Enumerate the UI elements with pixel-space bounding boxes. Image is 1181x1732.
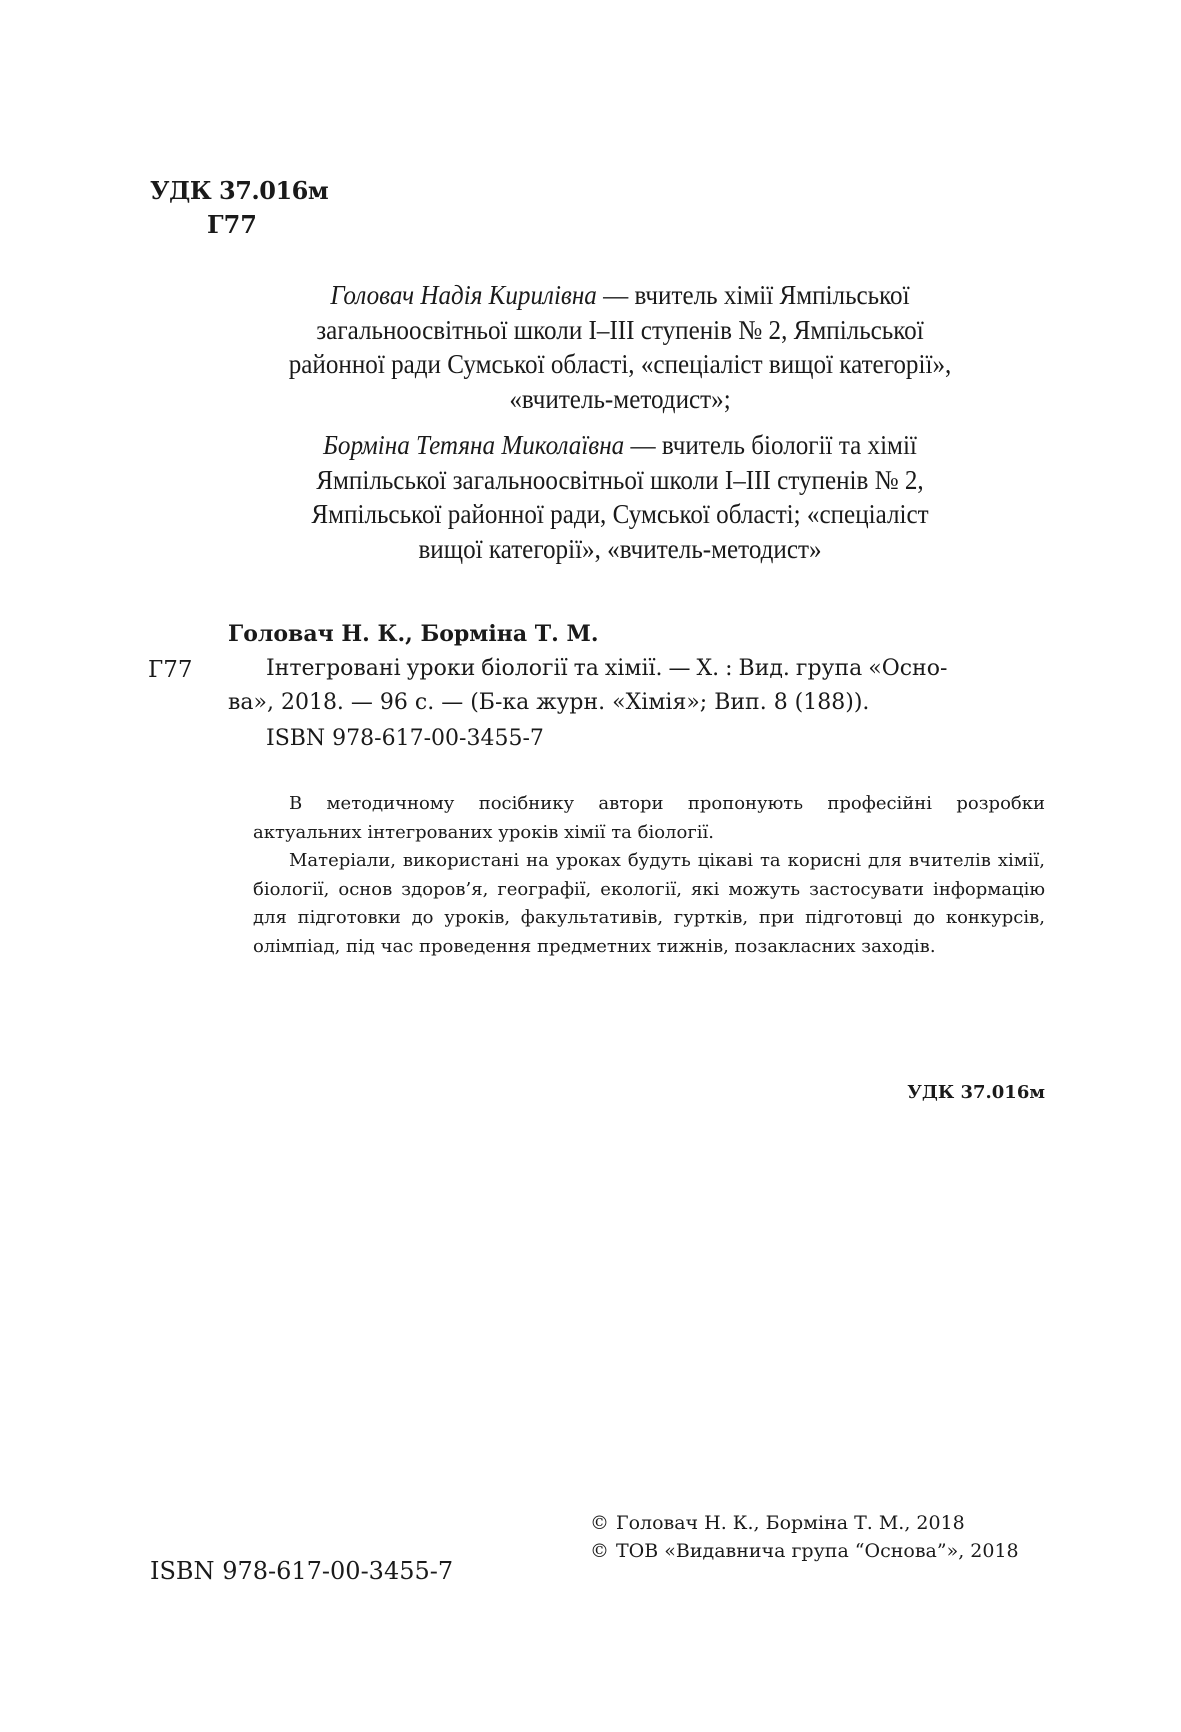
copyright-text: ТОВ «Видавнича група “Основа”», 2018 [616, 1540, 1019, 1562]
author-name: Борміна Тетяна Миколаївна [323, 430, 625, 460]
author-index-top: Г77 [207, 210, 257, 239]
copyright-line [590, 1540, 1019, 1562]
bibliographic-index: Г77 [148, 657, 193, 683]
author-info-line: Ямпільської загальноосвітньої школи І–ІІІ ступенів № 2, [316, 464, 924, 495]
copyright-line [590, 1512, 965, 1534]
author-name: Головач Надія Кирилівна [330, 280, 597, 310]
abstract-paragraph: В методичному посібнику автори пропонують професійні розробки актуальних інтегрованих уроків хімії та біології. [253, 793, 1045, 843]
bibliographic-isbn: ISBN 978-617-00-3455-7 [266, 726, 544, 751]
bibliographic-title-line: Інтегровані уроки біології та хімії. — Х. : Вид. група «Осно- [266, 656, 948, 681]
author-info-line: вищої категорії», «вчитель-методист» [418, 533, 822, 564]
copyright-icon: © [590, 1540, 609, 1562]
author-info-line: загальноосвітньої школи І–ІІІ ступенів № 2, Ямпільської [316, 314, 924, 345]
author-info-line [211, 278, 1029, 313]
bibliographic-authors: Головач Н. К., Борміна Т. М. [228, 621, 599, 647]
author-info-line: Ямпільської районної ради, Сумської області; «спеціаліст [311, 499, 929, 529]
udk-code-bottom: УДК 37.016м [907, 1082, 1045, 1103]
copyright-icon: © [590, 1512, 609, 1534]
abstract-paragraph: Матеріали, використані на уроках будуть цікаві та корисні для вчителів хімії, біології, основ здоров’я, географії, екології, які можуть застосувати інформацію для підготовки до уроків, факультативів, гуртків, при підготовці до конкурсів, олімпіад, під час проведення предметних тижнів, позакласних заходів. [253, 850, 1045, 957]
udk-code-top: УДК 37.016м [150, 176, 329, 205]
isbn-footer: ISBN 978-617-00-3455-7 [150, 1557, 454, 1585]
author-info-line [211, 428, 1029, 463]
bibliographic-publication-line: ва», 2018. — 96 с. — (Б-ка журн. «Хімія»; Вип. 8 (188)). [228, 690, 870, 715]
author-info-1 [211, 278, 1029, 416]
author-description: — вчитель хімії Ямпільської [596, 280, 910, 310]
author-info-line: «вчитель-методист»; [509, 383, 731, 414]
author-info-line: районної ради Сумської області, «спеціаліст вищої категорії», [288, 349, 952, 379]
copyright-text: Головач Н. К., Борміна Т. М., 2018 [616, 1512, 965, 1534]
abstract [253, 790, 1045, 961]
author-info-2 [211, 428, 1029, 566]
author-description: — вчитель біології та хімії [624, 430, 917, 460]
